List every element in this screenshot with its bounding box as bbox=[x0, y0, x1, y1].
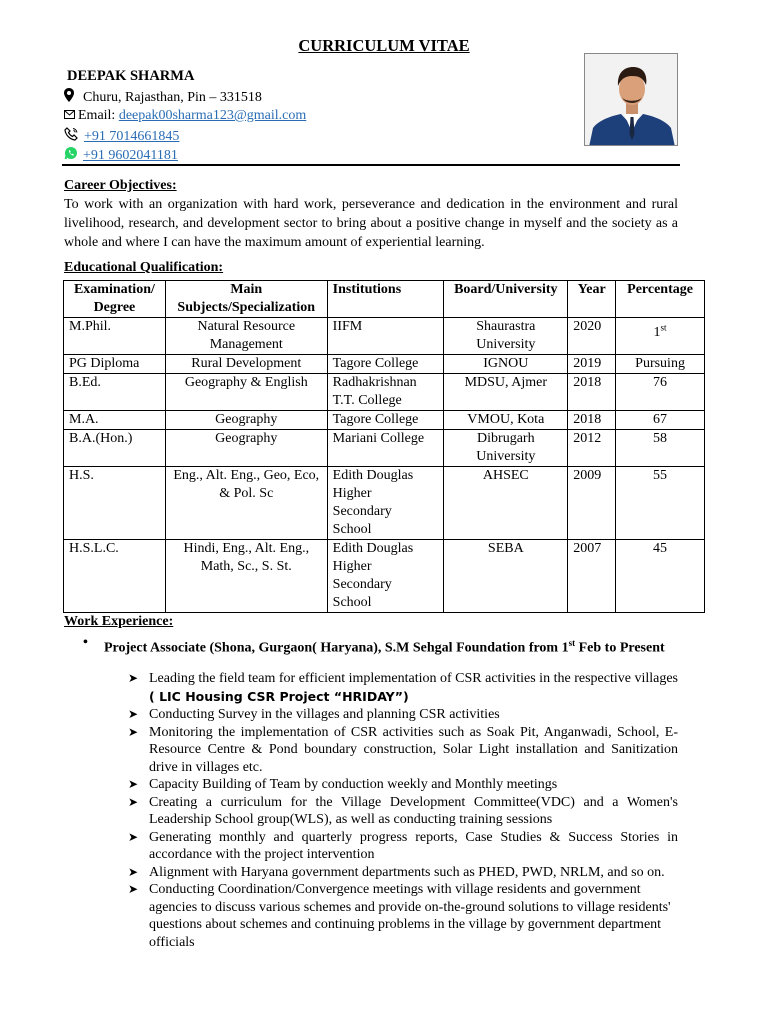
header-divider bbox=[62, 164, 680, 166]
duty-text: Conducting Coordination/Convergence meetings with village residents and government agencies to discuss various schemes and provide on-the-ground solutions to village residents' questions about schemes and continuing problems in the village by government department officials bbox=[149, 882, 671, 950]
cell-percentage bbox=[616, 318, 705, 355]
cell-institution: Mariani College bbox=[327, 430, 444, 467]
list-item bbox=[128, 706, 678, 724]
table-header-row bbox=[64, 281, 705, 318]
phone-link[interactable]: +91 7014661845 bbox=[84, 129, 180, 144]
cell-institution: Edith Douglas Higher Secondary School bbox=[327, 540, 444, 613]
cell-percentage: 67 bbox=[616, 411, 705, 430]
phone-line bbox=[64, 127, 179, 147]
envelope-icon bbox=[64, 107, 75, 125]
job-title-sup: st bbox=[568, 638, 576, 648]
rank-suffix: st bbox=[660, 322, 667, 332]
cell-percentage: 45 bbox=[616, 540, 705, 613]
cell-exam: H.S.L.C. bbox=[64, 540, 166, 613]
col-header-board: Board/University bbox=[444, 281, 568, 318]
table-row bbox=[64, 467, 705, 540]
arrow-bullet-icon: ➤ bbox=[128, 882, 139, 896]
career-text: To work with an organization with hard work, perseverance and dedication in the environment and rural livelihood, research, and development sector to bring about a positive change in myself and the society as a whole and where I can have the maximum amount of experiential learning. bbox=[64, 197, 678, 250]
list-item bbox=[128, 864, 678, 882]
arrow-bullet-icon: ➤ bbox=[128, 829, 139, 844]
page-title: CURRICULUM VITAE bbox=[298, 36, 470, 55]
cell-exam: M.Phil. bbox=[64, 318, 166, 355]
email-link[interactable]: deepak00sharma123@gmail.com bbox=[118, 108, 307, 123]
list-item bbox=[128, 881, 678, 951]
email-line bbox=[64, 107, 306, 125]
email-label: Email: bbox=[78, 108, 119, 123]
table-row bbox=[64, 430, 705, 467]
bullet-icon: • bbox=[83, 635, 88, 650]
cell-subjects: Rural Development bbox=[165, 355, 327, 374]
col-header-year: Year bbox=[568, 281, 616, 318]
col-header-exam: Examination/ Degree bbox=[64, 281, 166, 318]
list-item bbox=[128, 829, 678, 864]
cell-institution: Radhakrishnan T.T. College bbox=[327, 374, 444, 411]
cell-subjects: Hindi, Eng., Alt. Eng., Math, Sc., S. St. bbox=[165, 540, 327, 613]
cell-subjects: Geography bbox=[165, 430, 327, 467]
duty-text: Creating a curriculum for the Village Development Committee(VDC) and a Women's Leadership School group(WLS), as well as conducting training sessions bbox=[149, 794, 678, 827]
table-row bbox=[64, 540, 705, 613]
whatsapp-line bbox=[64, 146, 178, 166]
cell-institution: Tagore College bbox=[327, 355, 444, 374]
cell-percentage: Pursuing bbox=[616, 355, 705, 374]
table-row bbox=[64, 374, 705, 411]
arrow-bullet-icon: ➤ bbox=[128, 794, 139, 809]
cell-year: 2007 bbox=[568, 540, 616, 613]
cell-year: 2012 bbox=[568, 430, 616, 467]
list-item bbox=[128, 724, 678, 777]
cell-board: SEBA bbox=[444, 540, 568, 613]
cell-institution: Tagore College bbox=[327, 411, 444, 430]
cell-percentage: 55 bbox=[616, 467, 705, 540]
address-line bbox=[64, 88, 262, 108]
duty-text: Leading the field team for efficient implementation of CSR activities in the respective villages bbox=[149, 671, 678, 686]
cell-board: MDSU, Ajmer bbox=[444, 374, 568, 411]
duties-list bbox=[128, 670, 678, 951]
whatsapp-link[interactable]: +91 9602041181 bbox=[83, 148, 178, 163]
rank-text: 1st bbox=[653, 322, 667, 340]
list-item bbox=[128, 776, 678, 794]
cell-exam: H.S. bbox=[64, 467, 166, 540]
work-heading: Work Experience: bbox=[64, 614, 174, 629]
arrow-bullet-icon: ➤ bbox=[128, 777, 139, 791]
education-heading: Educational Qualification: bbox=[64, 260, 224, 275]
address-text: Churu, Rajasthan, Pin – 331518 bbox=[83, 90, 262, 105]
cell-percentage: 76 bbox=[616, 374, 705, 411]
cell-exam: PG Diploma bbox=[64, 355, 166, 374]
arrow-bullet-icon: ➤ bbox=[128, 864, 139, 879]
cell-year: 2009 bbox=[568, 467, 616, 540]
arrow-bullet-icon: ➤ bbox=[128, 671, 139, 685]
cell-board: VMOU, Kota bbox=[444, 411, 568, 430]
cell-institution: Edith Douglas Higher Secondary School bbox=[327, 467, 444, 540]
cell-year: 2020 bbox=[568, 318, 616, 355]
candidate-name: DEEPAK SHARMA bbox=[67, 68, 195, 84]
cell-subjects: Geography bbox=[165, 411, 327, 430]
cell-board: Dibrugarh University bbox=[444, 430, 568, 467]
job-title-post: Feb to Present bbox=[575, 640, 665, 656]
cell-exam: B.Ed. bbox=[64, 374, 166, 411]
cell-year: 2018 bbox=[568, 411, 616, 430]
duty-text: Alignment with Haryana government departments such as PHED, PWD, NRLM, and so on. bbox=[149, 864, 665, 880]
table-row bbox=[64, 318, 705, 355]
cell-subjects: Natural Resource Management bbox=[165, 318, 327, 355]
cell-year: 2019 bbox=[568, 355, 616, 374]
education-table bbox=[63, 280, 705, 613]
arrow-bullet-icon: ➤ bbox=[128, 724, 139, 739]
duty-text: Capacity Building of Team by conduction weekly and Monthly meetings bbox=[149, 777, 558, 792]
job-title-pre: Project Associate (Shona, Gurgaon( Haryana), S.M Sehgal Foundation from 1 bbox=[104, 640, 569, 656]
cell-board: IGNOU bbox=[444, 355, 568, 374]
cell-year: 2018 bbox=[568, 374, 616, 411]
list-item bbox=[128, 670, 678, 706]
whatsapp-icon bbox=[64, 146, 79, 166]
duty-text: Generating monthly and quarterly progress reports, Case Studies & Success Stories in accordance with the project intervention bbox=[149, 829, 678, 862]
duty-text: Conducting Survey in the villages and planning CSR activities bbox=[149, 707, 500, 722]
list-item bbox=[128, 794, 678, 829]
cell-institution: IIFM bbox=[327, 318, 444, 355]
cell-subjects: Geography & English bbox=[165, 374, 327, 411]
cell-subjects: Eng., Alt. Eng., Geo, Eco, & Pol. Sc bbox=[165, 467, 327, 540]
job-title bbox=[83, 634, 683, 658]
cell-board: AHSEC bbox=[444, 467, 568, 540]
col-header-institutions: Institutions bbox=[327, 281, 444, 318]
cell-exam: B.A.(Hon.) bbox=[64, 430, 166, 467]
cell-board: Shaurastra University bbox=[444, 318, 568, 355]
arrow-bullet-icon: ➤ bbox=[128, 707, 139, 721]
cell-percentage: 58 bbox=[616, 430, 705, 467]
profile-photo bbox=[584, 53, 678, 146]
table-row bbox=[64, 411, 705, 430]
phone-icon bbox=[64, 127, 80, 147]
col-header-subjects: Main Subjects/Specialization bbox=[165, 281, 327, 318]
cell-exam: M.A. bbox=[64, 411, 166, 430]
table-row bbox=[64, 355, 705, 374]
career-heading: Career Objectives: bbox=[64, 178, 177, 193]
duty-text: Monitoring the implementation of CSR activities such as Soak Pit, Anganwadi, School, E- Resource Centre & Pond boundary construction, Solar Light installation and Sanitization drive in villages etc. bbox=[149, 724, 678, 775]
col-header-percentage: Percentage bbox=[616, 281, 705, 318]
project-name: ( LIC Housing CSR Project “HRIDAY”) bbox=[149, 688, 409, 704]
map-pin-icon bbox=[64, 88, 78, 108]
